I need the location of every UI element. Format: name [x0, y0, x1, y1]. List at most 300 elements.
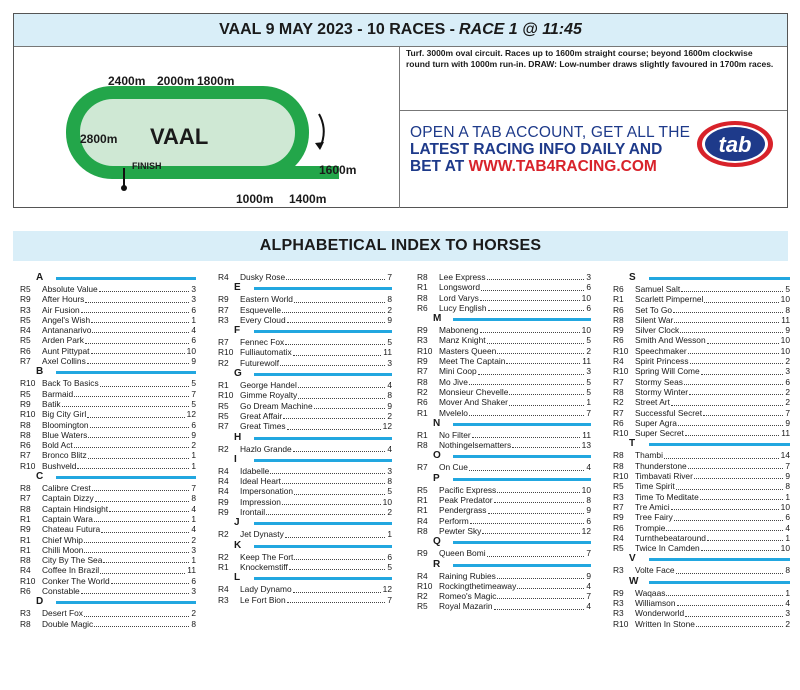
horse-entry: [613, 284, 790, 294]
saddlecloth-number: 3: [586, 272, 591, 282]
letter-label: N: [433, 417, 441, 429]
saddlecloth-number: 7: [785, 407, 790, 418]
saddlecloth-number: 10: [780, 501, 790, 512]
horse-entry: [417, 601, 591, 611]
race-number: R6: [20, 586, 31, 597]
horse-name: Esquevelle: [240, 304, 281, 315]
race-number: R1: [417, 505, 428, 516]
race-number: R6: [20, 440, 31, 451]
saddlecloth-number: 9: [785, 471, 790, 482]
race-number: R1: [417, 407, 428, 418]
saddlecloth-number: 2: [785, 618, 790, 629]
horse-entry: [613, 523, 790, 533]
promo-line-3: [410, 158, 700, 175]
horse-name: Lord Varys: [439, 292, 479, 303]
horse-name: Hazlo Grande: [240, 443, 292, 454]
dot-leader: [707, 540, 783, 541]
horse-entry: [20, 450, 196, 460]
saddlecloth-number: 2: [586, 345, 591, 356]
dot-leader: [282, 483, 385, 484]
saddlecloth-number: 5: [387, 561, 392, 572]
race-number: R10: [613, 618, 629, 629]
letter-label: O: [433, 450, 441, 462]
race-number: R9: [417, 548, 428, 559]
race-number: R1: [417, 429, 428, 440]
horse-entry: [613, 418, 790, 428]
horse-name: Lee Express: [439, 272, 486, 282]
horse-name: Tree Fairy: [635, 512, 673, 523]
horse-entry: [218, 507, 392, 517]
saddlecloth-number: 3: [785, 366, 790, 377]
race-number: R1: [20, 534, 31, 545]
race-number: R1: [218, 561, 229, 572]
horse-name: After Hours: [42, 294, 85, 305]
horse-entry: [20, 389, 196, 399]
letter-heading: [218, 368, 392, 380]
saddlecloth-number: 1: [785, 491, 790, 502]
letter-label: Q: [433, 536, 441, 548]
race-number: R7: [417, 366, 428, 377]
race-number: R6: [613, 304, 624, 315]
race-title: [14, 14, 787, 47]
saddlecloth-number: 10: [581, 292, 591, 303]
dot-leader: [87, 417, 185, 418]
saddlecloth-number: 13: [581, 440, 591, 451]
saddlecloth-number: 2: [785, 386, 790, 397]
horse-name: Pewter Sky: [439, 525, 482, 536]
dot-leader: [266, 514, 385, 515]
letter-label: D: [36, 596, 44, 608]
horse-entry: [417, 346, 591, 356]
dot-leader: [74, 396, 189, 397]
letter-label: W: [629, 575, 639, 587]
horse-entry: [613, 533, 790, 543]
horse-entry: [218, 305, 392, 315]
dot-leader: [285, 537, 385, 538]
dot-leader: [494, 502, 584, 503]
letter-divider: [453, 478, 591, 481]
saddlecloth-number: 7: [191, 388, 196, 399]
saddlecloth-number: 6: [191, 419, 196, 430]
distance-1600: 1600m: [319, 163, 357, 177]
horse-entry: [20, 586, 196, 596]
saddlecloth-number: 14: [780, 450, 790, 461]
horse-name: Impersonation: [240, 486, 294, 497]
horse-name: Silent War: [635, 314, 674, 325]
horse-name: Stormy Winter: [635, 386, 689, 397]
race-number: R6: [613, 284, 624, 294]
horse-entry: [20, 399, 196, 409]
dot-leader: [688, 353, 779, 354]
horse-name: Maboneng: [439, 325, 479, 336]
horse-entry: [20, 461, 196, 471]
saddlecloth-number: 1: [785, 532, 790, 543]
letter-label: J: [234, 517, 240, 529]
horse-name: Captain Dizzy: [42, 493, 94, 504]
horse-entry: [20, 504, 196, 514]
arrow-head-icon: [315, 142, 324, 150]
dot-leader: [85, 343, 189, 344]
race-number: R10: [20, 409, 36, 420]
race-number: R1: [613, 294, 624, 305]
saddlecloth-number: 1: [387, 529, 392, 540]
horse-entry: [218, 390, 392, 400]
horse-entry: [417, 440, 591, 450]
horse-name: Wonderworld: [635, 608, 685, 619]
race-number: R7: [218, 337, 229, 348]
dot-leader: [109, 511, 189, 512]
race-number: R10: [613, 345, 629, 356]
horse-entry: [613, 377, 790, 387]
horse-entry: [613, 397, 790, 407]
horse-name: Volte Face: [635, 565, 675, 576]
saddlecloth-number: 3: [191, 294, 196, 305]
dot-leader: [701, 550, 779, 551]
letter-heading: [20, 366, 196, 378]
saddlecloth-number: 3: [387, 465, 392, 476]
index-column-1: [20, 272, 196, 629]
horse-name: Time Spirit: [635, 481, 675, 492]
horse-name: Longsword: [439, 282, 480, 293]
race-number: R9: [20, 524, 31, 535]
dot-leader: [671, 509, 779, 510]
tab-promo: [410, 124, 700, 175]
horse-entry: [613, 543, 790, 553]
race-number: R5: [20, 314, 31, 325]
letter-divider: [254, 373, 392, 376]
saddlecloth-number: 3: [785, 608, 790, 619]
dot-leader: [694, 478, 783, 479]
letter-label: I: [234, 453, 237, 465]
horse-name: Tre Amici: [635, 501, 670, 512]
horse-name: Captain Wara: [42, 513, 93, 524]
dot-leader: [676, 573, 783, 574]
letter-divider: [254, 545, 392, 548]
dot-leader: [664, 458, 779, 459]
horse-entry: [218, 347, 392, 357]
saddlecloth-number: 10: [186, 345, 196, 356]
dot-leader: [84, 552, 189, 553]
horse-name: Angel's Wish: [42, 314, 91, 325]
letter-label: S: [629, 272, 636, 283]
dot-leader: [690, 363, 783, 364]
dot-leader: [100, 386, 189, 387]
saddlecloth-number: 9: [387, 400, 392, 411]
letter-heading: [218, 432, 392, 444]
horse-entry: [218, 380, 392, 390]
race-number: R7: [613, 501, 624, 512]
horse-entry: [20, 378, 196, 388]
saddlecloth-number: 12: [382, 584, 392, 595]
race-number: R8: [613, 314, 624, 325]
tab-logo-text: tab: [718, 132, 752, 157]
horse-entry: [417, 282, 591, 292]
dot-leader: [62, 406, 189, 407]
saddlecloth-number: 5: [586, 376, 591, 387]
letter-heading: [417, 536, 591, 548]
saddlecloth-number: 10: [780, 543, 790, 554]
track-name: VAAL: [150, 124, 209, 149]
saddlecloth-number: 5: [387, 486, 392, 497]
horse-name: Nothingelsematters: [439, 440, 512, 451]
race-number: R8: [417, 440, 428, 451]
horse-entry: [218, 411, 392, 421]
horse-name: Mo Jive: [439, 376, 468, 387]
race-number: R9: [218, 507, 229, 518]
saddlecloth-number: 9: [191, 356, 196, 367]
dot-leader: [666, 595, 783, 596]
dot-leader: [497, 492, 580, 493]
dot-leader: [95, 501, 189, 502]
saddlecloth-number: 1: [191, 314, 196, 325]
saddlecloth-number: 8: [387, 390, 392, 401]
horse-entry: [20, 335, 196, 345]
saddlecloth-number: 6: [785, 376, 790, 387]
race-number: R5: [613, 543, 624, 554]
letter-heading: [218, 454, 392, 466]
dot-leader: [84, 616, 189, 617]
distance-2400: 2400m: [108, 74, 146, 88]
race-number: R8: [417, 376, 428, 387]
horse-entry: [417, 495, 591, 505]
horse-name: Impression: [240, 496, 281, 507]
saddlecloth-number: 5: [586, 386, 591, 397]
saddlecloth-number: 8: [785, 304, 790, 315]
race-number: R3: [218, 594, 229, 605]
tab-logo: [695, 119, 775, 169]
dot-leader: [487, 343, 584, 344]
promo-url-link[interactable]: WWW.TAB4RACING.COM: [468, 158, 657, 175]
horse-entry: [20, 524, 196, 534]
race-number: R5: [218, 410, 229, 421]
horse-entry: [218, 358, 392, 368]
race-number: R10: [613, 471, 629, 482]
saddlecloth-number: 4: [191, 325, 196, 336]
letter-label: L: [234, 572, 241, 584]
saddlecloth-number: 8: [191, 618, 196, 629]
race-number: R4: [613, 532, 624, 543]
horse-name: Waqaas: [635, 587, 666, 598]
letter-heading: [613, 553, 790, 565]
letter-heading: [218, 325, 392, 337]
dot-leader: [101, 532, 189, 533]
horse-entry: [613, 387, 790, 397]
horse-name: No Filter: [439, 429, 471, 440]
dot-leader: [74, 447, 189, 448]
saddlecloth-number: 1: [586, 397, 591, 408]
saddlecloth-number: 4: [191, 524, 196, 535]
dot-leader: [100, 573, 185, 574]
dot-leader: [480, 332, 580, 333]
race-number: R8: [20, 503, 31, 514]
horse-name: Time To Meditate: [635, 491, 699, 502]
horse-entry: [417, 387, 591, 397]
letter-divider: [254, 437, 392, 440]
saddlecloth-number: 1: [191, 555, 196, 566]
horse-name: Axel Collins: [42, 356, 86, 367]
letter-label: E: [234, 282, 241, 294]
letter-label: B: [36, 366, 44, 378]
horse-entry: [417, 548, 591, 558]
saddlecloth-number: 6: [586, 282, 591, 293]
horse-entry: [417, 366, 591, 376]
dot-leader: [478, 374, 584, 375]
horse-entry: [417, 335, 591, 345]
dot-leader: [94, 521, 189, 522]
horse-entry: [613, 305, 790, 315]
horse-name: Antananarivo: [42, 325, 92, 336]
horse-name: Perform: [439, 515, 469, 526]
horse-name: Chilli Moon: [42, 544, 84, 555]
dot-leader: [684, 384, 783, 385]
dot-leader: [487, 279, 584, 280]
race-number: R8: [613, 460, 624, 471]
race-number: R2: [417, 591, 428, 602]
horse-entry: [613, 619, 790, 629]
horse-name: Conker The World: [42, 575, 110, 586]
letter-label: R: [433, 558, 441, 570]
letter-divider: [453, 564, 591, 567]
saddlecloth-number: 7: [586, 548, 591, 559]
letter-heading: [613, 438, 790, 450]
letter-label: P: [433, 472, 440, 484]
horse-entry: [417, 272, 591, 282]
saddlecloth-number: 4: [387, 443, 392, 454]
race-number: R4: [218, 465, 229, 476]
horse-name: Bushveld: [42, 460, 77, 471]
race-number: R6: [613, 522, 624, 533]
horse-name: Peak Predator: [439, 495, 493, 506]
info-panel: [400, 46, 787, 208]
dot-leader: [294, 494, 385, 495]
dot-leader: [512, 447, 580, 448]
distance-2000: 2000m: [157, 74, 195, 88]
horse-name: Idabelle: [240, 465, 270, 476]
race-number: R9: [613, 512, 624, 523]
saddlecloth-number: 4: [586, 601, 591, 612]
horse-name: Written In Stone: [635, 618, 695, 629]
race-number: R1: [218, 380, 229, 391]
saddlecloth-number: 7: [785, 460, 790, 471]
horse-name: Trompie: [635, 522, 666, 533]
horse-name: Gimme Royalty: [240, 390, 298, 401]
dot-leader: [94, 626, 189, 627]
horse-entry: [417, 397, 591, 407]
race-number: R7: [613, 376, 624, 387]
horse-name: Lucy English: [439, 302, 487, 313]
horse-entry: [613, 366, 790, 376]
dot-leader: [674, 322, 779, 323]
letter-label: T: [629, 438, 636, 450]
horse-name: Eastern World: [240, 294, 293, 305]
saddlecloth-number: 6: [191, 335, 196, 346]
dot-leader: [286, 279, 385, 280]
dot-leader: [673, 312, 783, 313]
dot-leader: [280, 365, 385, 366]
saddlecloth-number: 12: [186, 409, 196, 420]
saddlecloth-number: 3: [191, 284, 196, 294]
horse-entry: [417, 516, 591, 526]
horse-name: Le Fort Bion: [240, 594, 286, 605]
race-number: R3: [613, 608, 624, 619]
dot-leader: [103, 562, 189, 563]
race-number: R8: [20, 483, 31, 494]
dot-leader: [294, 302, 385, 303]
horse-name: Street Art: [635, 397, 670, 408]
horse-entry: [20, 325, 196, 335]
distance-1800: 1800m: [197, 74, 235, 88]
horse-entry: [417, 377, 591, 387]
horse-name: City By The Sea: [42, 555, 103, 566]
dot-leader: [287, 602, 385, 603]
saddlecloth-number: 5: [785, 284, 790, 294]
letter-heading: [218, 282, 392, 294]
horse-entry: [417, 408, 591, 418]
letter-divider: [56, 371, 196, 374]
saddlecloth-number: 9: [785, 417, 790, 428]
horse-entry: [218, 476, 392, 486]
horse-name: Double Magic: [42, 618, 94, 629]
dot-leader: [282, 312, 385, 313]
race-number: R8: [417, 272, 428, 282]
race-number: R9: [20, 294, 31, 305]
race-number: R5: [218, 400, 229, 411]
race-number: R3: [20, 608, 31, 619]
horse-entry: [218, 401, 392, 411]
race-number: R8: [20, 429, 31, 440]
horse-name: Ideal Heart: [240, 476, 281, 487]
index-column-2: [218, 272, 392, 605]
horse-name: Queen Bomi: [439, 548, 486, 559]
horse-entry: [218, 294, 392, 304]
horse-entry: [417, 581, 591, 591]
saddlecloth-number: 1: [191, 513, 196, 524]
dot-leader: [472, 437, 580, 438]
saddlecloth-number: 8: [586, 495, 591, 506]
saddlecloth-number: 4: [785, 598, 790, 609]
dot-leader: [91, 322, 189, 323]
horse-name: Stormy Seas: [635, 376, 683, 387]
track-map: [14, 46, 400, 208]
letter-label: F: [234, 325, 241, 337]
race-number: R2: [417, 386, 428, 397]
distance-1000: 1000m: [236, 192, 274, 206]
race-number: R3: [613, 491, 624, 502]
horse-name: Successful Secret: [635, 407, 703, 418]
race-header: [13, 13, 788, 208]
horse-entry: [613, 502, 790, 512]
saddlecloth-number: 10: [382, 496, 392, 507]
dot-leader: [283, 418, 385, 419]
horse-name: Constable: [42, 586, 80, 597]
dot-leader: [487, 556, 584, 557]
horse-name: Barmaid: [42, 388, 74, 399]
letter-heading: [613, 272, 790, 284]
saddlecloth-number: 7: [387, 594, 392, 605]
race-number: R10: [417, 345, 433, 356]
dot-leader: [506, 363, 580, 364]
race-number: R2: [613, 397, 624, 408]
horse-name: Futurewolf: [240, 357, 280, 368]
horse-name: Silver Clock: [635, 325, 680, 336]
index-column-3: [417, 272, 591, 612]
horse-name: Desert Fox: [42, 608, 83, 619]
dot-leader: [497, 598, 584, 599]
horse-entry: [20, 545, 196, 555]
race-number: R4: [20, 325, 31, 336]
letter-divider: [56, 277, 196, 280]
letter-divider: [453, 318, 591, 321]
